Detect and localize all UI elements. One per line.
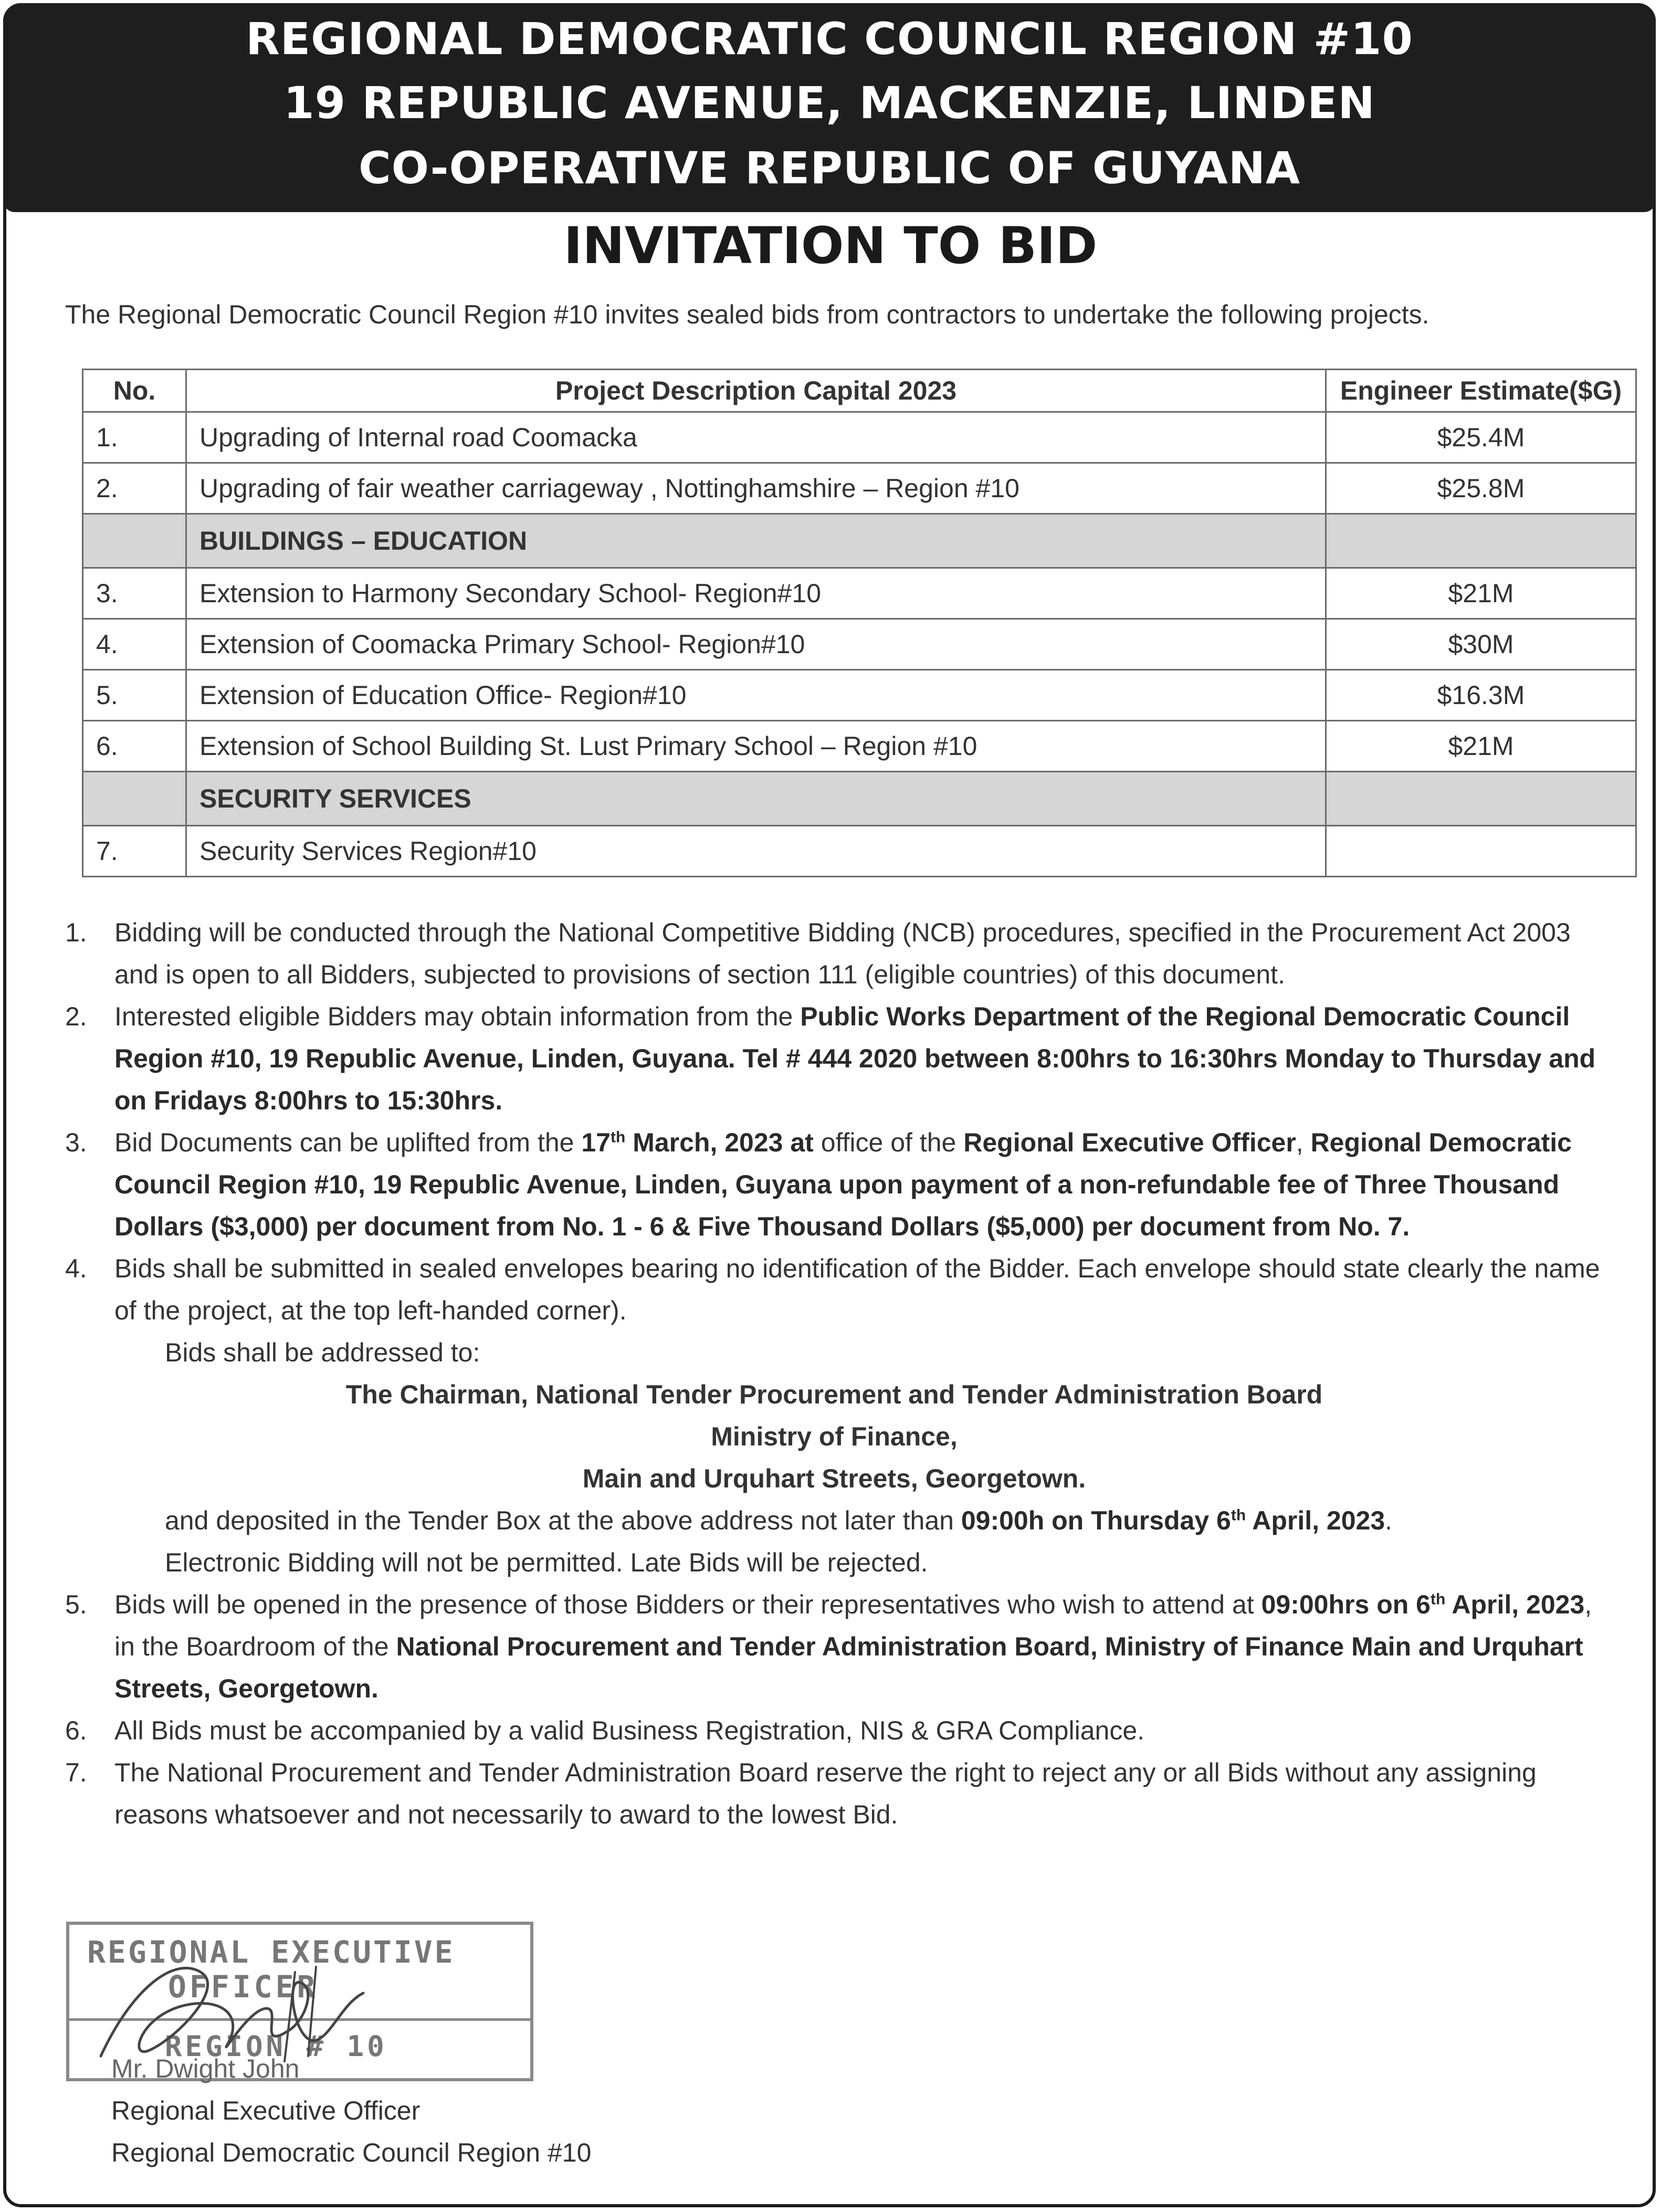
col-header-description: Project Description Capital 2023 — [186, 370, 1326, 412]
banner-line-country: CO-OPERATIVE REPUBLIC OF GUYANA — [358, 142, 1300, 194]
term-text-bold: Public Works Department of the Regional Democratic Council Region #10, 19 Republic Avenue, Linden, Guyana. Tel # 444 2020 between 8:00hrs to 16:30hrs Monday to Thursday and on Fridays 8:00hrs to 15:30hrs. — [114, 1002, 1596, 1115]
cell-description: Extension of School Building St. Lust Primary School – Region #10 — [186, 721, 1326, 772]
table-row — [83, 670, 1636, 721]
cell-estimate — [1326, 514, 1636, 568]
term-text-bold: April, 2023 — [1246, 1506, 1385, 1535]
signer-organization: Regional Democratic Council Region #10 — [111, 2138, 592, 2167]
term-number: 1. — [65, 918, 87, 947]
banner-line-council: REGIONAL DEMOCRATIC COUNCIL REGION #10 — [246, 13, 1413, 65]
cell-no: 5. — [83, 670, 186, 721]
stamp-line-region: REGION # 10 — [165, 2030, 387, 2063]
term-text: Bidding will be conducted through the National Competitive Bidding (NCB) procedures, specified in the Procurement Act 2003 and is open to all Bidders, subjected to provisions of section 111 (eligible countries) of this document. — [114, 918, 1571, 989]
electronic-bidding-line: Electronic Bidding will not be permitted. Late Bids will be rejected. — [165, 1548, 928, 1577]
term-text-bold: March, 2023 at — [625, 1128, 814, 1157]
table-row — [83, 826, 1636, 877]
intro-paragraph: The Regional Democratic Council Region #10 invites sealed bids from contractors to undertake the following projects. — [65, 300, 1429, 329]
address-line-chairman: The Chairman, National Tender Procurement and Tender Administration Board — [345, 1380, 1323, 1409]
cell-estimate — [1326, 826, 1636, 877]
term-text-bold: National Procurement and Tender Administration Board, Ministry of Finance Main and Urquhart Streets, Georgetown. — [114, 1632, 1583, 1703]
cell-description: Security Services Region#10 — [186, 826, 1326, 877]
term-text-bold: Regional Executive Officer — [963, 1128, 1296, 1157]
term-text-bold: 09:00h on Thursday 6 — [961, 1506, 1231, 1535]
section-row-security-services — [83, 772, 1636, 826]
cell-estimate: $21M — [1326, 568, 1636, 619]
col-header-estimate: Engineer Estimate($G) — [1326, 370, 1636, 412]
cell-no: 1. — [83, 412, 186, 463]
term-number: 4. — [65, 1254, 87, 1283]
cell-description: Extension of Education Office- Region#10 — [186, 670, 1326, 721]
cell-description: Upgrading of Internal road Coomacka — [186, 412, 1326, 463]
term-item-5 — [65, 1584, 1603, 1710]
deposit-line — [65, 1500, 1603, 1542]
table-row — [83, 721, 1636, 772]
cell-estimate — [1326, 772, 1636, 826]
section-label: SECURITY SERVICES — [186, 772, 1326, 826]
cell-no — [83, 514, 186, 568]
ordinal-suffix: th — [610, 1128, 626, 1146]
table-row — [83, 568, 1636, 619]
col-header-no: No. — [83, 370, 186, 412]
term-text: The National Procurement and Tender Administration Board reserve the right to reject any or all Bids without any assigning reasons whatsoever and not necessarily to award to the lowest Bid. — [114, 1758, 1537, 1829]
term-item-2 — [65, 995, 1603, 1121]
header-banner — [3, 3, 1656, 212]
signer-name: Mr. Dwight John — [111, 2054, 300, 2083]
term-item-1 — [65, 911, 1603, 995]
term-text: office of the — [813, 1128, 964, 1157]
term-item-7 — [65, 1752, 1603, 1836]
cell-description: Extension of Coomacka Primary School- Region#10 — [186, 619, 1326, 670]
cell-estimate: $21M — [1326, 721, 1636, 772]
term-number: 2. — [65, 1002, 87, 1031]
term-number: 5. — [65, 1590, 87, 1619]
page-title: INVITATION TO BID — [563, 216, 1098, 275]
term-text: Bid Documents can be uplifted from the — [114, 1128, 582, 1157]
cell-estimate: $16.3M — [1326, 670, 1636, 721]
addressed-to-line: Bids shall be addressed to: — [165, 1338, 480, 1367]
term-number: 6. — [65, 1716, 87, 1745]
term-number: 7. — [65, 1758, 87, 1787]
stamp-line-officer: OFFICER — [168, 1969, 319, 2005]
term-text-bold: 17 — [581, 1128, 611, 1157]
projects-table — [82, 369, 1637, 877]
term-text: All Bids must be accompanied by a valid Business Registration, NIS & GRA Compliance. — [114, 1716, 1145, 1745]
cell-no: 3. — [83, 568, 186, 619]
table-row — [83, 619, 1636, 670]
terms-list — [65, 911, 1603, 1836]
term-text: Bids shall be submitted in sealed envelopes bearing no identification of the Bidder. Each envelope should state clearly the name of the project, at the top left-handed corner). — [114, 1254, 1600, 1325]
term-text: and deposited in the Tender Box at the above address not later than — [165, 1506, 961, 1535]
cell-no: 6. — [83, 721, 186, 772]
term-item-3 — [65, 1121, 1603, 1247]
address-line-ministry: Ministry of Finance, — [711, 1422, 958, 1451]
cell-estimate: $25.8M — [1326, 463, 1636, 514]
cell-no: 4. — [83, 619, 186, 670]
term-text: Interested eligible Bidders may obtain information from the — [114, 1002, 801, 1031]
term-text: . — [1385, 1506, 1393, 1535]
term-text-bold: 09:00hrs on 6 — [1261, 1590, 1431, 1619]
cell-estimate: $25.4M — [1326, 412, 1636, 463]
signer-title: Regional Executive Officer — [111, 2096, 420, 2125]
ordinal-suffix: th — [1231, 1506, 1246, 1524]
ordinal-suffix: th — [1430, 1590, 1446, 1608]
cell-description: Upgrading of fair weather carriageway , Nottinghamshire – Region #10 — [186, 463, 1326, 514]
cell-no: 2. — [83, 463, 186, 514]
term-text-bold: April, 2023 — [1445, 1590, 1585, 1619]
cell-no — [83, 772, 186, 826]
term-item-6 — [65, 1710, 1603, 1752]
table-row — [83, 463, 1636, 514]
address-line-streets: Main and Urquhart Streets, Georgetown. — [582, 1464, 1086, 1493]
cell-description: Extension to Harmony Secondary School- Region#10 — [186, 568, 1326, 619]
term-text: , in the Boardroom of the — [114, 1590, 1592, 1661]
table-row — [83, 412, 1636, 463]
term-text: Bids will be opened in the presence of those Bidders or their representatives who wish to attend at — [114, 1590, 1261, 1619]
stamp-line-title: REGIONAL EXECUTIVE — [87, 1934, 455, 1970]
section-row-buildings-education — [83, 514, 1636, 568]
term-item-4 — [65, 1247, 1603, 1332]
signature-block — [111, 2048, 591, 2174]
term-text-bold: Regional Democratic Council Region #10, 19 Republic Avenue, Linden, Guyana upon payment of a non-refundable fee of Three Thousand Dollars ($3,000) per document from No. 1 - 6 & Five Thousand Dollars ($5,000) per document from No. 7. — [114, 1128, 1572, 1241]
cell-no: 7. — [83, 826, 186, 877]
table-header-row — [83, 370, 1636, 412]
section-label: BUILDINGS – EDUCATION — [186, 514, 1326, 568]
term-number: 3. — [65, 1128, 87, 1157]
banner-line-address: 19 REPUBLIC AVENUE, MACKENZIE, LINDEN — [283, 77, 1375, 129]
cell-estimate: $30M — [1326, 619, 1636, 670]
term-text: , — [1296, 1128, 1311, 1157]
